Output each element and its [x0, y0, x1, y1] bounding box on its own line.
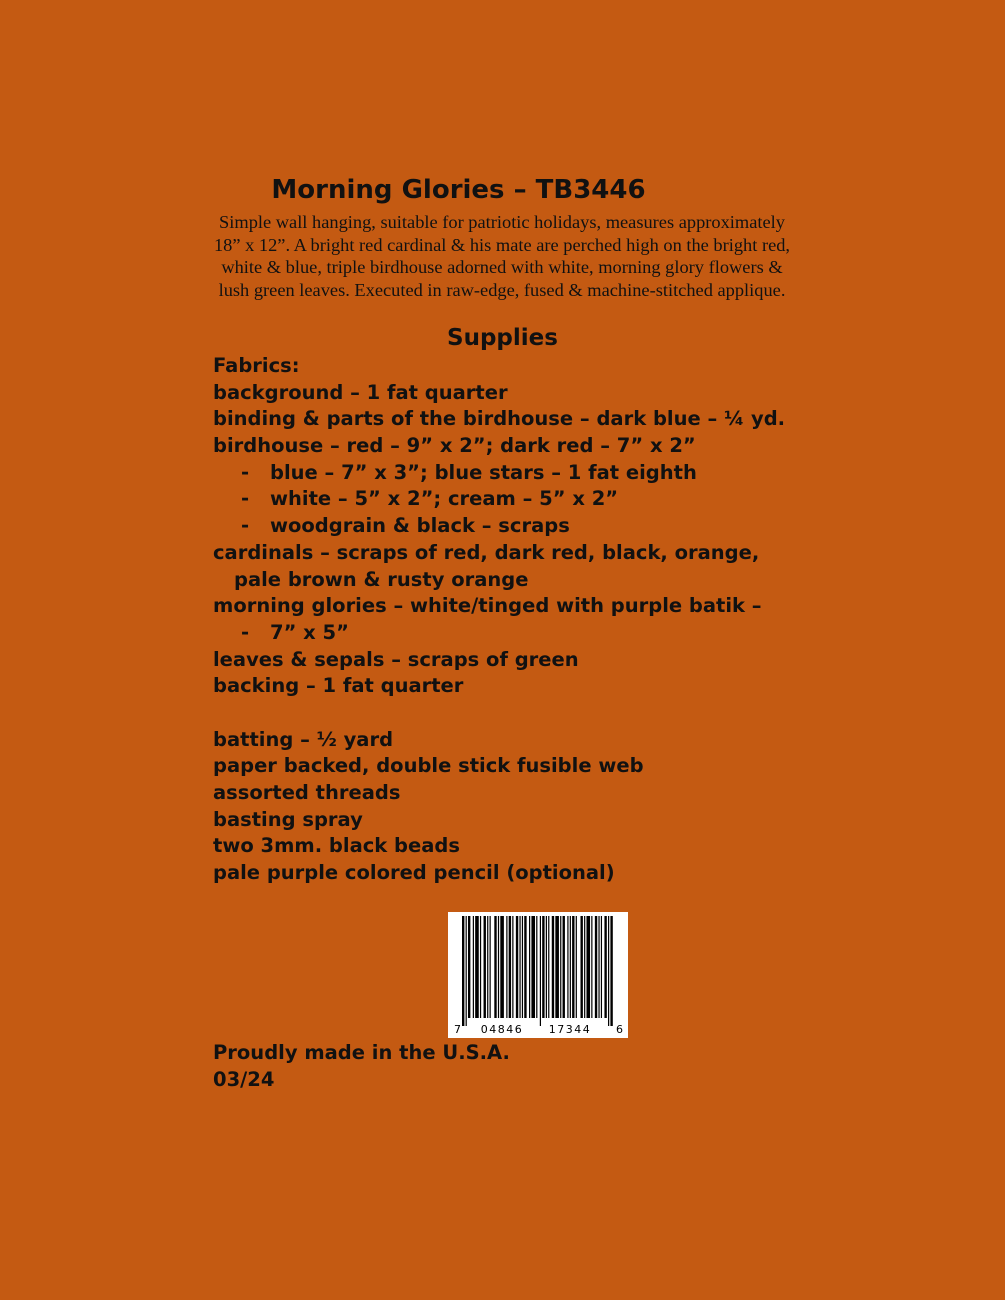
barcode-bar [475, 916, 479, 1018]
barcode-bar [560, 916, 561, 1018]
pattern-title: Morning Glories – TB3446 [271, 175, 646, 205]
made-in-usa: Proudly made in the U.S.A. [213, 1041, 510, 1064]
barcode-bar [500, 916, 504, 1018]
dash-marker: - [241, 620, 250, 644]
supply-item-morning-glories: morning glories – white/tinged with purple batik – [213, 594, 762, 618]
barcode-bar [610, 916, 612, 1026]
supply-subitem-text: woodgrain & black – scraps [270, 514, 570, 538]
supply-item-threads: assorted threads [213, 781, 401, 804]
barcode-digit-right: 6 [616, 1023, 623, 1036]
supply-item-leaves: leaves & sepals – scraps of green [213, 647, 579, 671]
supplies-list [213, 353, 973, 887]
barcode-bar [466, 916, 467, 1026]
supply-item-basting-spray: basting spray [213, 807, 363, 831]
barcode-bar [531, 916, 535, 1018]
barcode-bar [542, 916, 544, 1018]
supply-subitem-white [213, 486, 973, 513]
barcode-digits-group-2: 17344 [548, 1023, 592, 1036]
barcode-bar [480, 916, 481, 1018]
barcode-bar [604, 916, 606, 1018]
barcode-bar [570, 916, 571, 1018]
footer [213, 1040, 510, 1093]
barcode-bar [586, 916, 590, 1018]
barcode-bar [563, 916, 565, 1018]
supply-item-cardinals: cardinals – scraps of red, dark red, black, orange, [213, 540, 760, 564]
supply-item-binding: binding & parts of the birdhouse – dark blue – ¼ yd. [213, 407, 786, 431]
barcode-bar [552, 916, 554, 1018]
barcode-bar [546, 916, 547, 1018]
barcode-bar [580, 916, 582, 1018]
barcode-bar [524, 916, 526, 1018]
barcode-bar [506, 916, 507, 1018]
supply-subitem-text: 7” x 5” [270, 620, 349, 644]
barcode-bar [536, 916, 537, 1018]
barcode-bar [498, 916, 499, 1018]
upc-barcode [448, 912, 628, 1038]
supply-item-fusible-web: paper backed, double stick fusible web [213, 754, 644, 778]
print-date: 03/24 [213, 1067, 275, 1091]
supply-item-beads: two 3mm. black beads [213, 834, 460, 858]
supply-subitem-text: white – 5” x 2”; cream – 5” x 2” [270, 487, 619, 511]
supply-item-background: background – 1 fat quarter [213, 380, 508, 404]
supply-item-pencil: pale purple colored pencil (optional) [213, 861, 615, 885]
dash-marker: - [241, 487, 250, 511]
barcode-bar [598, 916, 599, 1018]
barcode-bar [516, 916, 518, 1018]
supply-subitem-blue [213, 460, 973, 487]
supplies-heading: Supplies [447, 325, 558, 351]
barcode-bar [487, 916, 488, 1018]
barcode-bar [595, 916, 597, 1018]
supply-subitem-woodgrain [213, 513, 973, 540]
barcode-bar [484, 916, 486, 1018]
barcode-bar [555, 916, 559, 1018]
barcode-digits-group-1: 04846 [480, 1023, 524, 1036]
barcode-bar [473, 916, 474, 1018]
barcode-bar [608, 916, 609, 1026]
supply-item-batting: batting – ½ yard [213, 727, 394, 751]
barcode-bar [519, 916, 520, 1018]
fabrics-label: Fabrics: [213, 354, 300, 377]
dash-marker: - [241, 514, 250, 538]
spacer [213, 700, 973, 727]
supply-item-cardinals-continued: pale brown & rusty orange [234, 567, 529, 591]
barcode-bar [584, 916, 585, 1018]
dash-marker: - [241, 460, 250, 484]
barcode-graphic [448, 912, 628, 1038]
barcode-bar [494, 916, 496, 1018]
supply-item-birdhouse: birdhouse – red – 9” x 2”; dark red – 7” x 2” [213, 434, 696, 458]
barcode-bar [572, 916, 574, 1018]
barcode-bar [529, 916, 530, 1018]
barcode-bar [591, 916, 592, 1018]
barcode-bar [548, 916, 549, 1018]
barcode-bar [576, 916, 577, 1018]
pattern-description: Simple wall hanging, suitable for patriotic holidays, measures approximately 18” x 12”. A bright red cardinal & his mate are perched high on the bright red, white & blue, triple birdhouse adorned with white, morning glory flowers & lush green leaves. Executed in raw-edge, fused & machine-stitched applique. [213, 212, 791, 300]
supply-subitem-morning-glories-size [213, 620, 973, 647]
barcode-bar [601, 916, 602, 1018]
barcode-bar [522, 916, 523, 1018]
barcode-bar [540, 916, 541, 1026]
barcode-bar [567, 916, 568, 1018]
barcode-bars [462, 916, 613, 1026]
barcode-bar [490, 916, 491, 1018]
barcode-bar [509, 916, 511, 1018]
barcode-bar [462, 916, 464, 1026]
barcode-bar [512, 916, 513, 1018]
supply-item-backing: backing – 1 fat quarter [213, 674, 464, 698]
supply-subitem-text: blue – 7” x 3”; blue stars – 1 fat eighth [270, 460, 697, 484]
barcode-digit-left: 7 [454, 1023, 461, 1036]
barcode-bar [468, 916, 470, 1018]
